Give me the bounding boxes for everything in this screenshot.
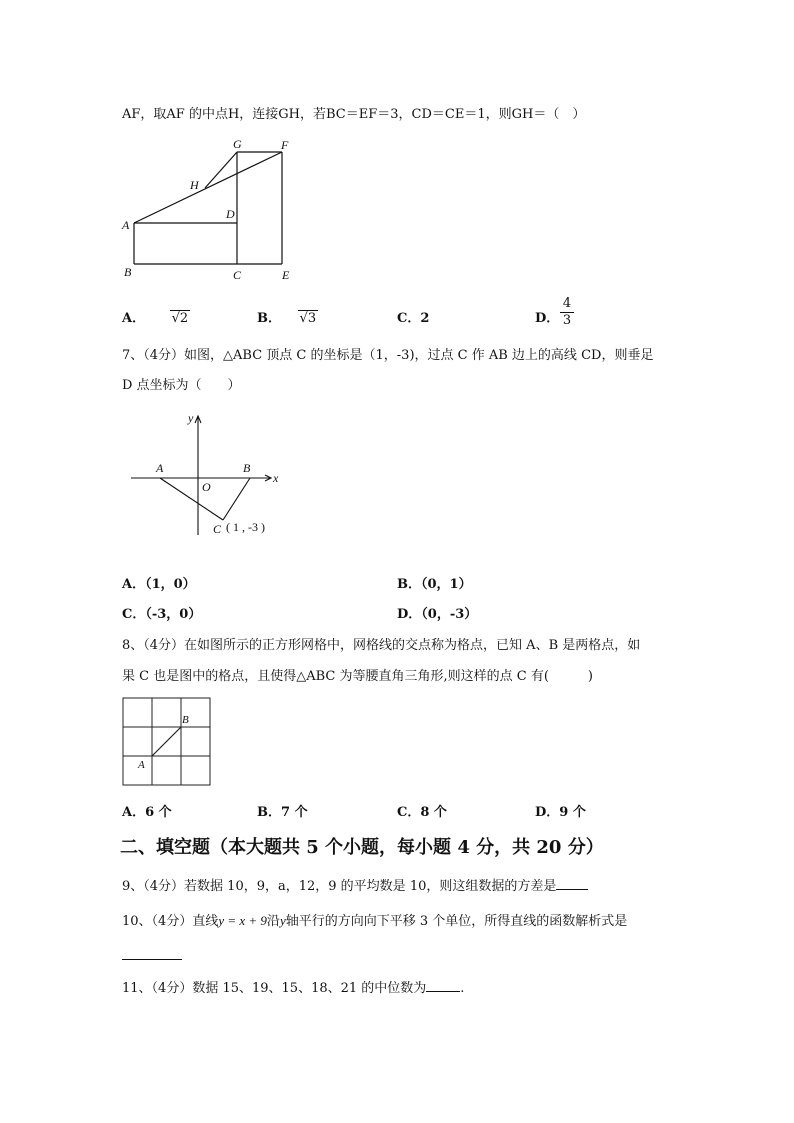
label-a: A bbox=[138, 759, 145, 771]
q9-stem: 9、（4分）若数据 10，9，a，12，9 的平均数是 10，则这组数据的方差是 bbox=[122, 875, 588, 894]
axis-label-x: x bbox=[273, 471, 279, 485]
label-b: B bbox=[243, 461, 251, 475]
q6-stem: AF，取AF 的中点H，连接GH，若BC＝EF＝3，CD＝CE＝1，则GH＝（ ） bbox=[122, 107, 586, 122]
axis-label-y: y bbox=[188, 411, 194, 425]
q9-answer-blank[interactable] bbox=[556, 877, 588, 890]
label-b: B bbox=[182, 714, 189, 726]
q8-stem-line2: 果 C 也是图中的格点，且使得△ABC 为等腰直角三角形,则这样的点 C 有( ) bbox=[122, 669, 593, 684]
q6-option-b[interactable]: B． √3 bbox=[257, 311, 317, 326]
q7-stem-line2: D 点坐标为（ ） bbox=[122, 378, 241, 393]
segment-ac bbox=[160, 478, 223, 520]
segment-gh bbox=[205, 152, 237, 188]
segment-af bbox=[134, 152, 282, 223]
label-o: O bbox=[202, 480, 211, 494]
sqrt2-value: √2 bbox=[171, 311, 189, 326]
label-f: F bbox=[281, 138, 289, 152]
label-e: E bbox=[282, 268, 290, 282]
q6-option-c[interactable]: C．2 bbox=[397, 311, 430, 326]
q7-option-b[interactable]: B．（0，1） bbox=[397, 577, 472, 592]
q11-answer-blank[interactable] bbox=[426, 979, 460, 992]
q11-stem: 11、（4分）数据 15、19、15、18、21 的中位数为 . bbox=[122, 981, 465, 996]
q10-stem: 10、（4分）直线y = x + 9沿y轴平行的方向向下平移 3 个单位，所得直线的函数解析式是 bbox=[122, 913, 628, 929]
q6-option-d[interactable]: D． bbox=[535, 311, 560, 326]
q8-grid-figure bbox=[120, 695, 214, 789]
q10-formula: y = x + 9 bbox=[218, 913, 267, 928]
q8-option-a[interactable]: A．6 个 bbox=[122, 805, 172, 820]
q8-option-c[interactable]: C．8 个 bbox=[397, 805, 447, 820]
segment-ab bbox=[152, 727, 181, 756]
section-2-heading: 二、填空题（本大题共 5 个小题，每小题 4 分，共 20 分） bbox=[120, 837, 604, 858]
fraction-4-3: 4 3 bbox=[560, 296, 574, 329]
q7-option-a[interactable]: A．（1，0） bbox=[122, 577, 196, 592]
q6-option-a[interactable]: A． √2 bbox=[122, 311, 189, 326]
q7-option-d[interactable]: D．（0，-3） bbox=[397, 607, 478, 622]
label-b: B bbox=[124, 265, 132, 279]
q7-option-c[interactable]: C．（-3，0） bbox=[122, 607, 202, 622]
q8-option-d[interactable]: D．9 个 bbox=[535, 805, 586, 820]
q8-option-b[interactable]: B．7 个 bbox=[257, 805, 308, 820]
q10-answer-blank[interactable] bbox=[122, 951, 182, 960]
segment-bc bbox=[223, 478, 250, 520]
q7-stem-line1: 7、（4分）如图，△ABC 顶点 C 的坐标是（1，-3)，过点 C 作 AB 边上的高线 CD，则垂足 bbox=[122, 348, 654, 363]
label-d: D bbox=[226, 207, 235, 221]
label-a: A bbox=[156, 461, 164, 475]
label-a: A bbox=[122, 218, 130, 232]
label-c-coord: ( 1 , -3 ) bbox=[226, 520, 265, 534]
label-c: C bbox=[213, 522, 222, 536]
q6-figure bbox=[110, 134, 310, 284]
sqrt3-value: √3 bbox=[299, 311, 317, 326]
q7-figure bbox=[125, 410, 295, 540]
q8-stem-line1: 8、（4分）在如图所示的正方形网格中，网格线的交点称为格点，已知 A、B 是两格点，如 bbox=[122, 638, 641, 653]
label-c: C bbox=[233, 268, 242, 282]
label-h: H bbox=[190, 178, 199, 192]
label-g: G bbox=[233, 137, 242, 151]
